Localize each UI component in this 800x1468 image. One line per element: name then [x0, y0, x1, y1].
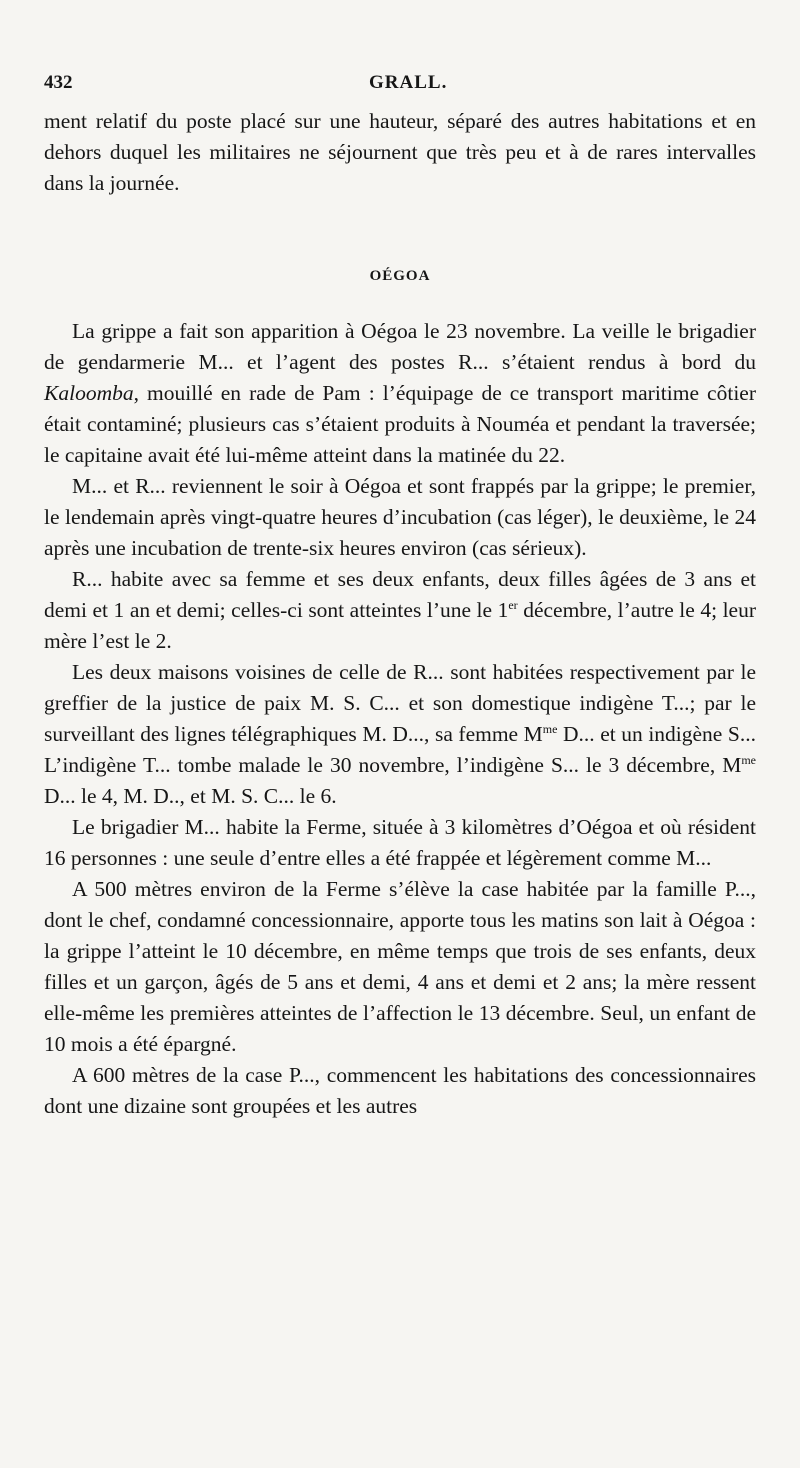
- paragraph-2: M... et R... reviennent le soir à Oégoa et sont frappés par la grippe; le premier, le lendemain après vingt-quatre heures d’incubation (cas léger), le deuxième, le 24 après une incubation de trente-six heures environ (cas sérieux).: [44, 474, 756, 560]
- paragraph-5: Le brigadier M... habite la Ferme, située à 3 kilomètres d’Oégoa et où résident 16 personnes : une seule d’entre elles a été frappée et légèrement comme M...: [44, 815, 756, 870]
- page-number: 432: [44, 72, 73, 93]
- page-header: [44, 72, 756, 98]
- madame-superscript-1: me: [542, 721, 558, 736]
- paragraph-4-text-c: D... le 4, M. D.., et M. S. C... le 6.: [44, 784, 337, 808]
- paragraph-4-text-b: D... et un indigène S... L’indigène T... tombe malade le 30 novembre, l’indigène S... le 3 décembre, M: [44, 722, 756, 777]
- paragraph-1-text-a: La grippe a fait son apparition à Oégoa le 23 novembre. La veille le brigadier de gendarmerie M... et l’agent des postes R... s’étaient rendus à bord du: [44, 319, 756, 374]
- paragraph-3-text-b: décembre, l’autre le 4; leur mère l’est le 2.: [44, 598, 756, 653]
- paragraph-4: [44, 657, 756, 812]
- ordinal-superscript: er: [508, 597, 518, 612]
- body-text: [44, 106, 756, 1122]
- paragraph-3: [44, 564, 756, 657]
- section-heading: OÉGOA: [369, 268, 431, 284]
- paragraph-7: A 600 mètres de la case P..., commencent les habitations des concessionnaires dont une dizaine sont groupées et les autres: [44, 1063, 756, 1118]
- madame-superscript-2: me: [741, 752, 756, 767]
- paragraph-3-text-a: R... habite avec sa femme et ses deux enfants, deux filles âgées de 3 ans et demi et 1 an et demi; celles-ci sont atteintes l’une le 1: [44, 567, 756, 622]
- paragraph-6: A 500 mètres environ de la Ferme s’élève la case habitée par la famille P..., dont le chef, condamné concessionnaire, apporte tous les matins son lait à Oégoa : la grippe l’atteint le 10 décembre, en même temps que trois de ses enfants, deux filles et un garçon, âgés de 5 ans et demi, 4 ans et demi et 2 ans; la mère ressent elle-même les premières atteintes de l’affection le 13 décembre. Seul, un enfant de 10 mois a été épargné.: [44, 877, 756, 1056]
- running-title: GRALL.: [369, 72, 448, 93]
- ship-name: Kaloomba: [44, 381, 134, 405]
- intro-paragraph: ment relatif du poste placé sur une hauteur, séparé des autres habitations et en dehors duquel les militaires ne séjournent que très peu et à de rares intervalles dans la journée.: [44, 109, 756, 195]
- paragraph-1: [44, 316, 756, 471]
- paragraph-4-text-a: Les deux maisons voisines de celle de R... sont habitées respectivement par le greffier de la justice de paix M. S. C... et son domestique indigène T...; par le surveillant des lignes télégraphiques M. D..., sa femme M: [44, 660, 756, 746]
- paragraph-1-text-b: , mouillé en rade de Pam : l’équipage de ce transport maritime côtier était contaminé; plusieurs cas s’étaient produits à Nouméa et pendant la traversée; le capitaine avait été lui-même atteint dans la matinée du 22.: [44, 381, 756, 467]
